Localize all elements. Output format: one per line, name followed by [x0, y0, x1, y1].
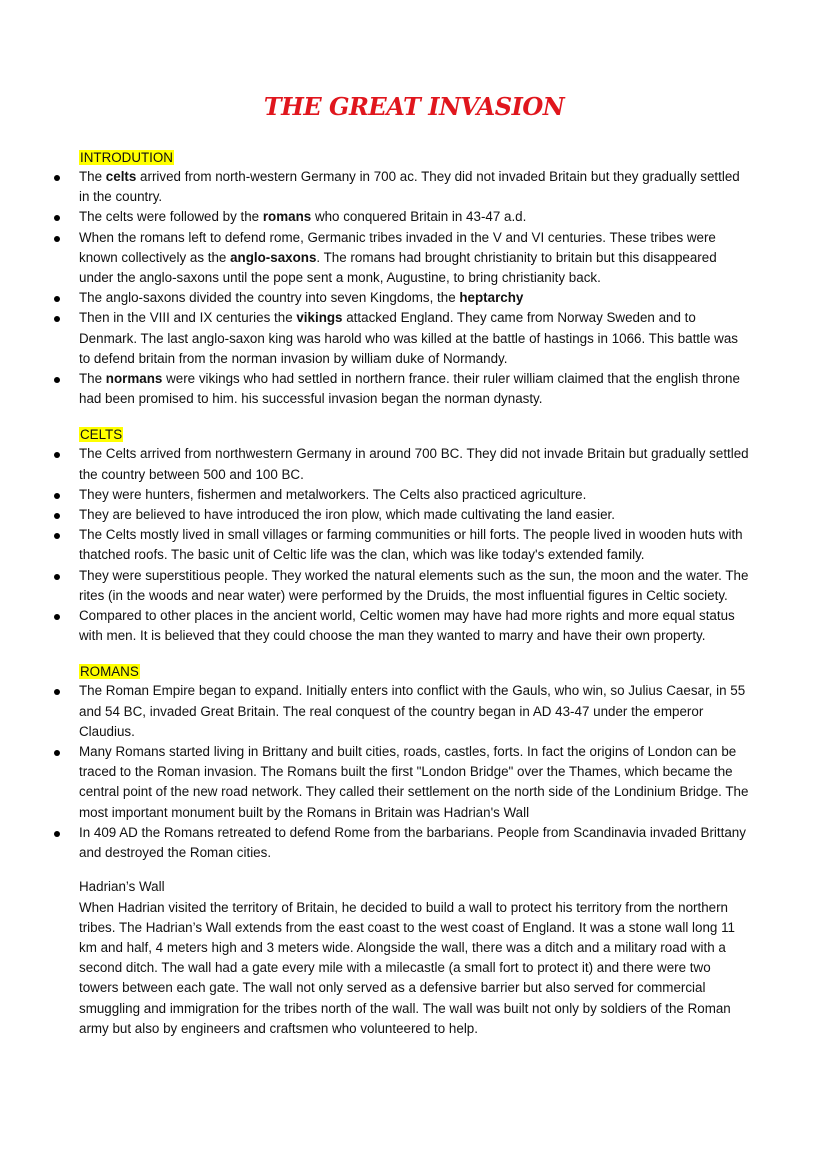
list-item: They were superstitious people. They worked the natural elements such as the sun, the moon and the water. The rites (in the woods and near water) were performed by the Druids, the most influential figures in Celtic society. [52, 566, 752, 606]
list-item: Compared to other places in the ancient world, Celtic women may have had more rights and more equal status with men. It is believed that they could choose the man they wanted to marry and have their own property. [52, 606, 752, 646]
romans-heading [79, 662, 752, 681]
list-item: The anglo-saxons divided the country into seven Kingdoms, the heptarchy [52, 288, 752, 308]
list-item: Many Romans started living in Brittany and built cities, roads, castles, forts. In fact the origins of London can be traced to the Roman invasion. The Romans built the first "London Bridge" over the Thames, which became the central point of the new road network. They called their settlement on the north side of the Londinium Bridge. The most important monument built by the Romans in Britain was Hadrian's Wall [52, 742, 752, 823]
list-item: The normans were vikings who had settled in northern france. their ruler william claimed that the english throne had been promised to him. his successful invasion began the norman dynasty. [52, 369, 752, 409]
list-item: The Celts mostly lived in small villages or farming communities or hill forts. The people lived in wooden huts with thatched roofs. The basic unit of Celtic life was the clan, which was like today's extended family. [52, 525, 752, 565]
intro-list [52, 167, 752, 409]
hadrian-paragraph: When Hadrian visited the territory of Britain, he decided to build a wall to protect his territory from the northern tribes. The Hadrian’s Wall extends from the east coast to the west coast of England. It was a stone wall long 11 km and half, 4 meters high and 3 meters wide. Alongside the wall, there was a ditch and a military road with a second ditch. The wall had a gate every mile with a milecastle (a small fort to protect it) and there were two towers between each gate. The wall not only served as a defensive barrier but also served for commercial smuggling and immigration for the tribes north of the wall. The wall was built not only by soldiers of the Roman army but also by engineers and craftsmen who volunteered to help. [79, 899, 735, 1036]
celts-list [52, 444, 752, 646]
bullet-icon [54, 513, 60, 519]
list-item: In 409 AD the Romans retreated to defend Rome from the barbarians. People from Scandinavia invaded Brittany and destroyed the Roman cities. [52, 823, 752, 863]
celts-heading [79, 425, 752, 444]
bullet-icon [54, 689, 60, 695]
list-item: They are believed to have introduced the iron plow, which made cultivating the land easier. [52, 505, 752, 525]
bullet-icon [54, 533, 60, 539]
list-item: They were hunters, fishermen and metalworkers. The Celts also practiced agriculture. [52, 485, 752, 505]
bullet-icon [54, 452, 60, 458]
bullet-icon [54, 236, 60, 242]
romans-list [52, 681, 752, 863]
document-body [52, 148, 752, 1039]
bullet-icon [54, 175, 60, 181]
bullet-icon [54, 831, 60, 837]
bullet-icon [54, 316, 60, 322]
list-item: The Celts arrived from northwestern Germany in around 700 BC. They did not invade Britain but gradually settled the country between 500 and 100 BC. [52, 444, 752, 484]
bullet-icon [54, 377, 60, 383]
bullet-icon [54, 614, 60, 620]
list-item: The celts arrived from north-western Germany in 700 ac. They did not invaded Britain but they gradually settled in the country. [52, 167, 752, 207]
bullet-icon [54, 296, 60, 302]
romans-heading-highlight: ROMANS [80, 664, 139, 680]
intro-heading-highlight: INTRODUTION [80, 150, 173, 165]
list-item: The celts were followed by the romans who conquered Britain in 43-47 a.d. [52, 207, 752, 227]
intro-heading [79, 148, 752, 167]
bullet-icon [54, 493, 60, 499]
list-item: The Roman Empire began to expand. Initially enters into conflict with the Gauls, who win, so Julius Caesar, in 55 and 54 BC, invaded Great Britain. The real conquest of the country began in AD 43-47 under the emperor Claudius. [52, 681, 752, 742]
bullet-icon [54, 215, 60, 221]
list-item: Then in the VIII and IX centuries the vikings attacked England. They came from Norway Sweden and to Denmark. The last anglo-saxon king was harold who was killed at the battle of hastings in 1066. This battle was to defend britain from the norman invasion by william duke of Normandy. [52, 308, 752, 369]
bullet-icon [54, 574, 60, 580]
list-item: When the romans left to defend rome, Germanic tribes invaded in the V and VI centuries. These tribes were known collectively as the anglo-saxons. The romans had brought christianity to britain but this disappeared under the anglo-saxons until the pope sent a monk, Augustine, to bring christianity back. [52, 228, 752, 289]
bullet-icon [54, 750, 60, 756]
hadrian-heading: Hadrian’s Wall [79, 879, 165, 895]
page-title: THE GREAT INVASION [263, 92, 565, 121]
celts-heading-highlight: CELTS [80, 427, 123, 443]
hadrian-section [52, 877, 752, 1039]
